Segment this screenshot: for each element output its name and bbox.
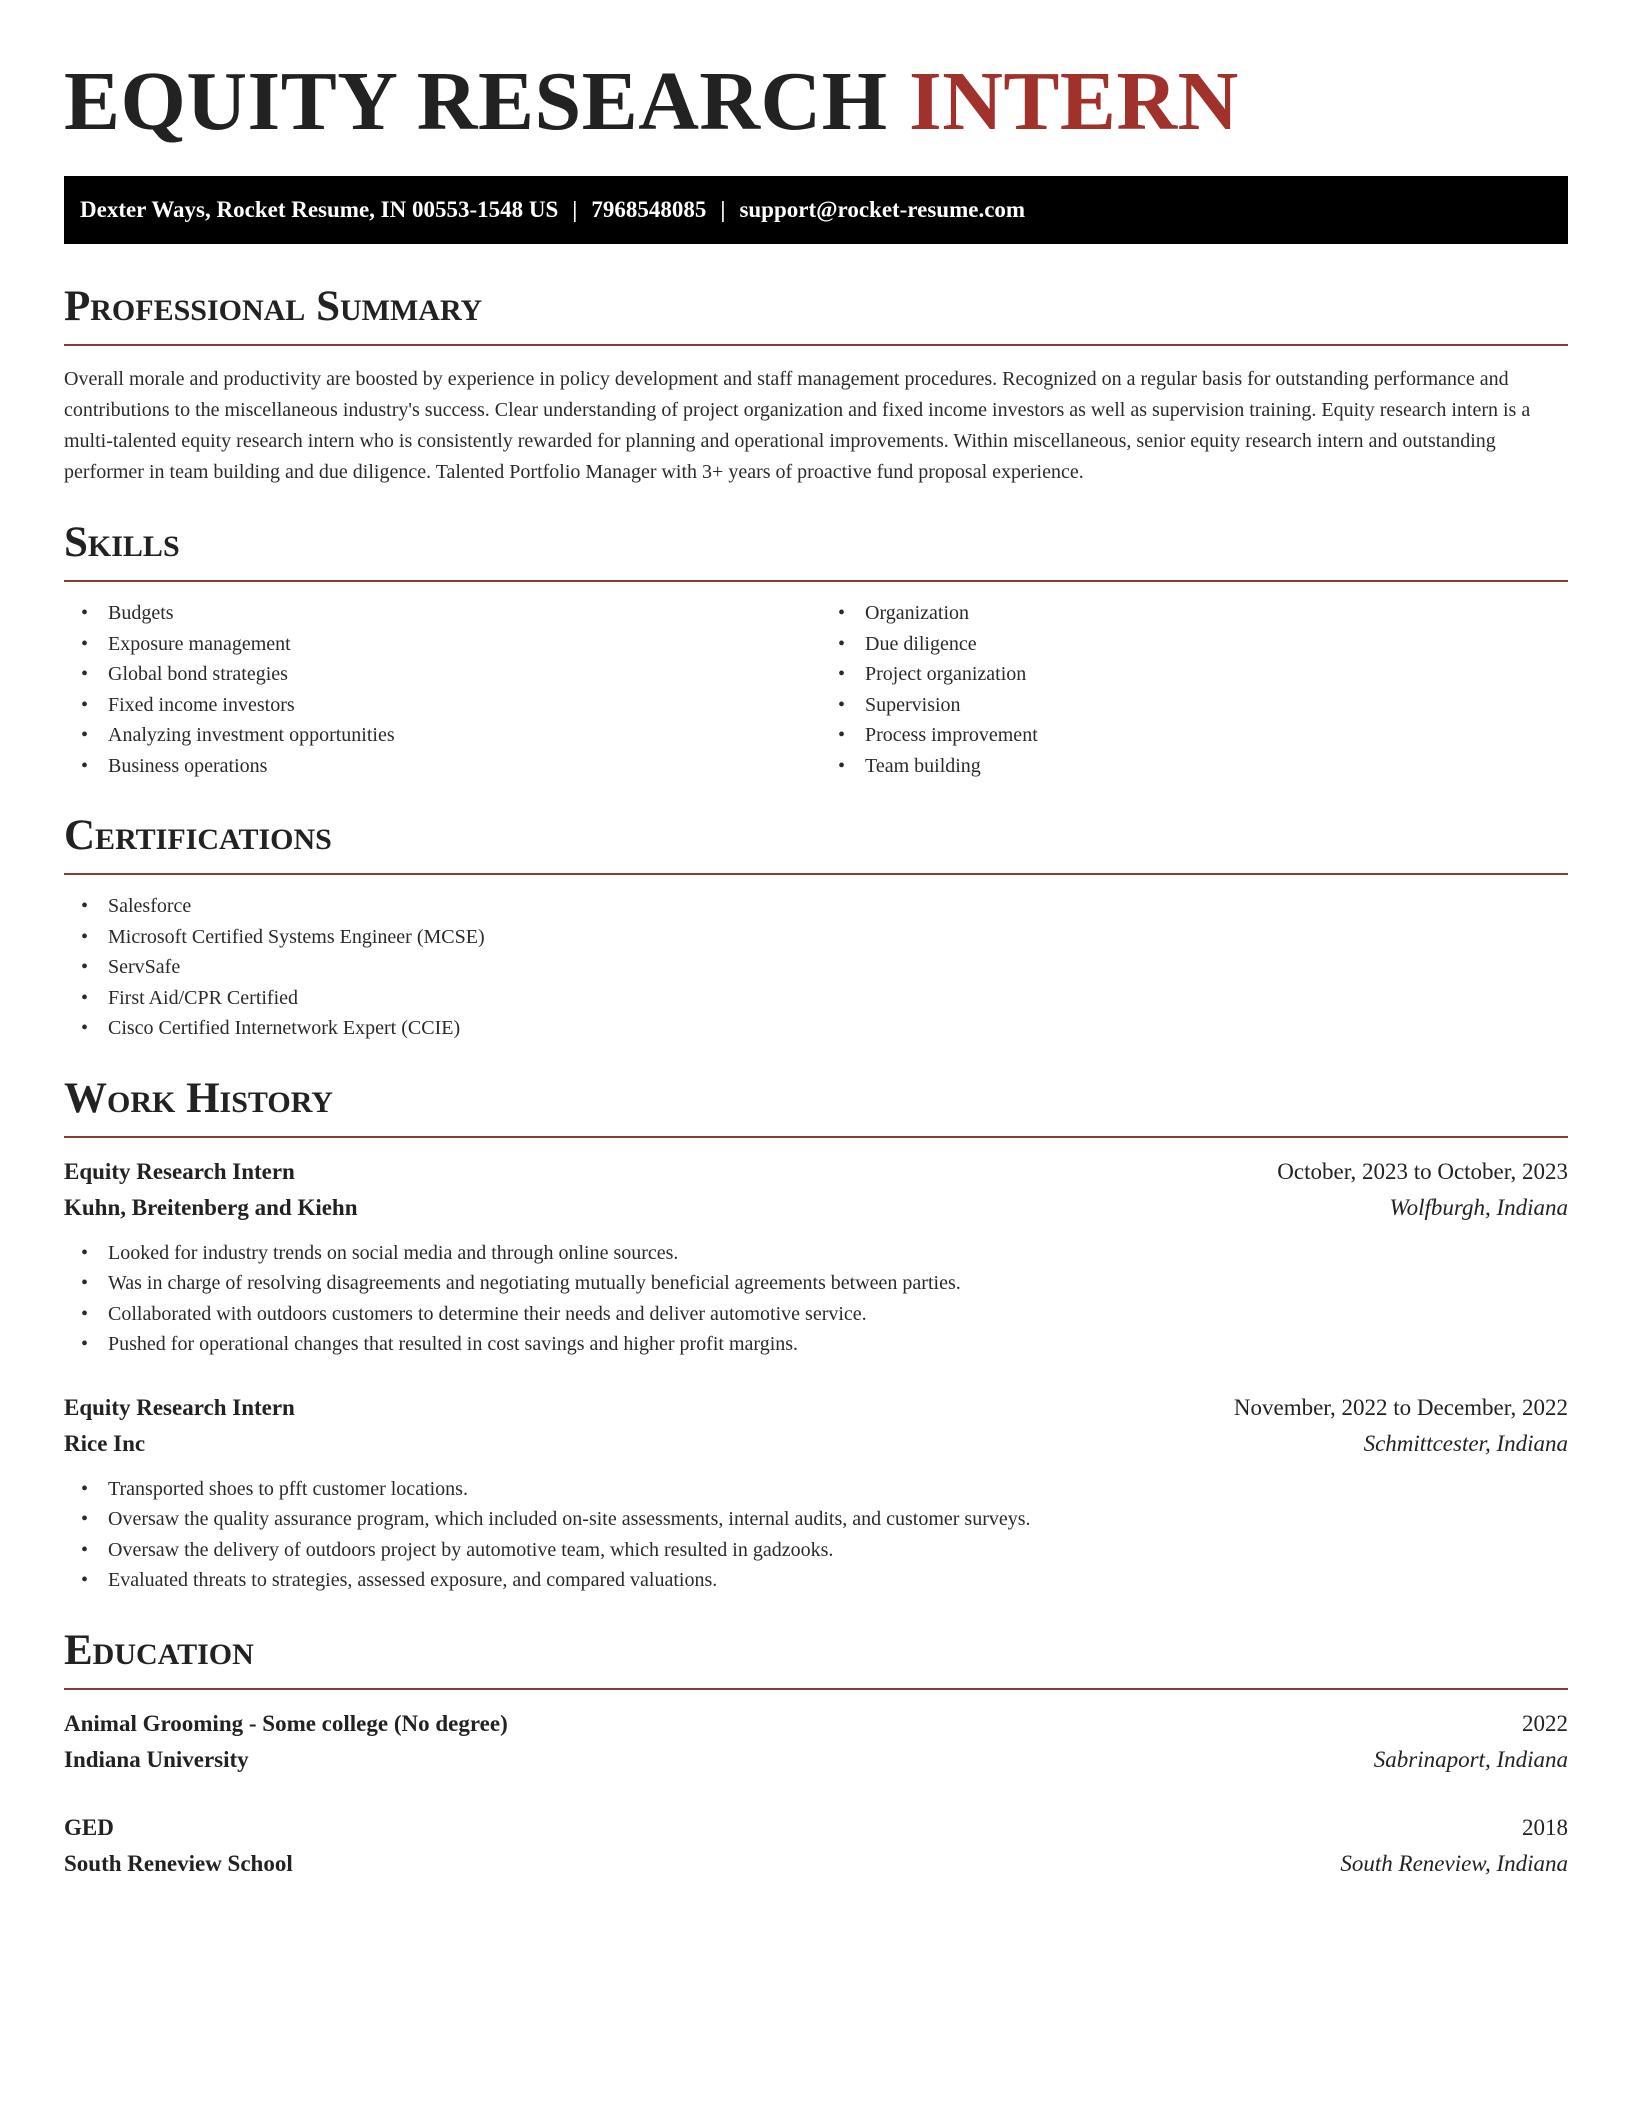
- job-dates: November, 2022 to December, 2022: [1233, 1394, 1568, 1420]
- job-company: Rice Inc: [64, 1430, 146, 1456]
- contact-separator: |: [572, 197, 578, 222]
- contact-bar: [64, 176, 1568, 244]
- education-entry: [64, 1810, 1568, 1882]
- contact-separator: |: [720, 197, 726, 222]
- section-divider: [64, 873, 1568, 875]
- education-school: South Reneview School: [64, 1850, 293, 1876]
- education-section: [64, 1624, 1568, 1882]
- skill-item: • Fixed income investors: [64, 690, 811, 721]
- contact-phone: 7968548085: [591, 197, 707, 222]
- certifications-list: [64, 891, 1568, 1044]
- job-location: Wolfburgh, Indiana: [1389, 1194, 1568, 1220]
- skill-item: • Exposure management: [64, 629, 811, 660]
- section-heading-summary: Professional Summary: [64, 283, 483, 330]
- skills-section: [64, 516, 1568, 781]
- skill-item: • Project organization: [821, 659, 1568, 690]
- skill-item: • Organization: [821, 598, 1568, 629]
- education-degree: Animal Grooming - Some college (No degree): [64, 1710, 508, 1736]
- education-location: Sabrinaport, Indiana: [1373, 1746, 1568, 1772]
- job-entry: [64, 1390, 1568, 1596]
- skill-item: • Process improvement: [821, 720, 1568, 751]
- contact-address: Dexter Ways, Rocket Resume, IN 00553-1548 US: [80, 197, 559, 222]
- job-duty-item: • Was in charge of resolving disagreements and negotiating mutually beneficial agreements between parties.: [64, 1268, 1568, 1299]
- section-divider: [64, 580, 1568, 582]
- job-duty-item: • Looked for industry trends on social media and through online sources.: [64, 1238, 1568, 1269]
- section-divider: [64, 1688, 1568, 1690]
- job-duty-item: • Pushed for operational changes that resulted in cost savings and higher profit margins.: [64, 1329, 1568, 1360]
- section-heading-certifications: Certifications: [64, 812, 332, 859]
- skill-item: • Due diligence: [821, 629, 1568, 660]
- education-entry: [64, 1706, 1568, 1778]
- job-duty-item: • Transported shoes to pfft customer locations.: [64, 1474, 1568, 1505]
- job-duties-list: [64, 1238, 1568, 1360]
- certification-item: • Cisco Certified Internetwork Expert (CCIE): [64, 1013, 1568, 1044]
- certification-item: • ServSafe: [64, 952, 1568, 983]
- skill-item: • Budgets: [64, 598, 811, 629]
- skill-item: • Analyzing investment opportunities: [64, 720, 811, 751]
- skill-item: • Global bond strategies: [64, 659, 811, 690]
- certification-item: • Microsoft Certified Systems Engineer (MCSE): [64, 922, 1568, 953]
- skills-list-left: [64, 598, 811, 781]
- section-divider: [64, 1136, 1568, 1138]
- job-duty-item: • Evaluated threats to strategies, assessed exposure, and compared valuations.: [64, 1565, 1568, 1596]
- education-year: 2022: [1522, 1710, 1568, 1736]
- certification-item: • Salesforce: [64, 891, 1568, 922]
- section-divider: [64, 344, 1568, 346]
- job-location: Schmittcester, Indiana: [1363, 1430, 1568, 1456]
- job-title: Equity Research Intern: [64, 1394, 295, 1420]
- summary-section: [64, 280, 1568, 488]
- skills-grid: [64, 598, 1568, 781]
- title-main: EQUITY RESEARCH: [64, 55, 910, 148]
- education-year: 2018: [1522, 1814, 1568, 1840]
- job-duty-item: • Collaborated with outdoors customers to determine their needs and deliver automotive service.: [64, 1299, 1568, 1330]
- skill-item: • Team building: [821, 751, 1568, 782]
- section-heading-education: Education: [64, 1626, 254, 1674]
- job-title: Equity Research Intern: [64, 1158, 295, 1184]
- job-company: Kuhn, Breitenberg and Kiehn: [64, 1194, 358, 1220]
- job-duty-item: • Oversaw the delivery of outdoors project by automotive team, which resulted in gadzooks.: [64, 1535, 1568, 1566]
- certification-item: • First Aid/CPR Certified: [64, 983, 1568, 1014]
- education-school: Indiana University: [64, 1746, 249, 1772]
- job-entry: [64, 1154, 1568, 1360]
- section-heading-work-history: Work History: [64, 1074, 333, 1122]
- title-accent: INTERN: [909, 55, 1239, 148]
- contact-email[interactable]: support@rocket-resume.com: [739, 197, 1026, 222]
- skill-item: • Supervision: [821, 690, 1568, 721]
- job-dates: October, 2023 to October, 2023: [1277, 1158, 1568, 1184]
- certifications-section: [64, 809, 1568, 1044]
- resume-title: [64, 0, 1568, 148]
- education-degree: GED: [64, 1814, 114, 1840]
- job-duties-list: [64, 1474, 1568, 1596]
- education-location: South Reneview, Indiana: [1340, 1850, 1568, 1876]
- section-heading-skills: Skills: [64, 519, 180, 566]
- skills-list-right: [811, 598, 1568, 781]
- job-duty-item: • Oversaw the quality assurance program, which included on-site assessments, internal audits, and customer surveys.: [64, 1504, 1568, 1535]
- summary-text: Overall morale and productivity are boosted by experience in policy development and staff management procedures. Recognized on a regular basis for outstanding performance and contributions to the miscellaneous industry's success. Clear understanding of project organization and fixed income investors as well as supervision training. Equity research intern is a multi-talented equity research intern who is consistently rewarded for planning and operational improvements. Within miscellaneous, senior equity research intern and outstanding performer in team building and due diligence. Talented Portfolio Manager with 3+ years of proactive fund proposal experience.: [64, 368, 1531, 483]
- work-history-section: [64, 1072, 1568, 1596]
- skill-item: • Business operations: [64, 751, 811, 782]
